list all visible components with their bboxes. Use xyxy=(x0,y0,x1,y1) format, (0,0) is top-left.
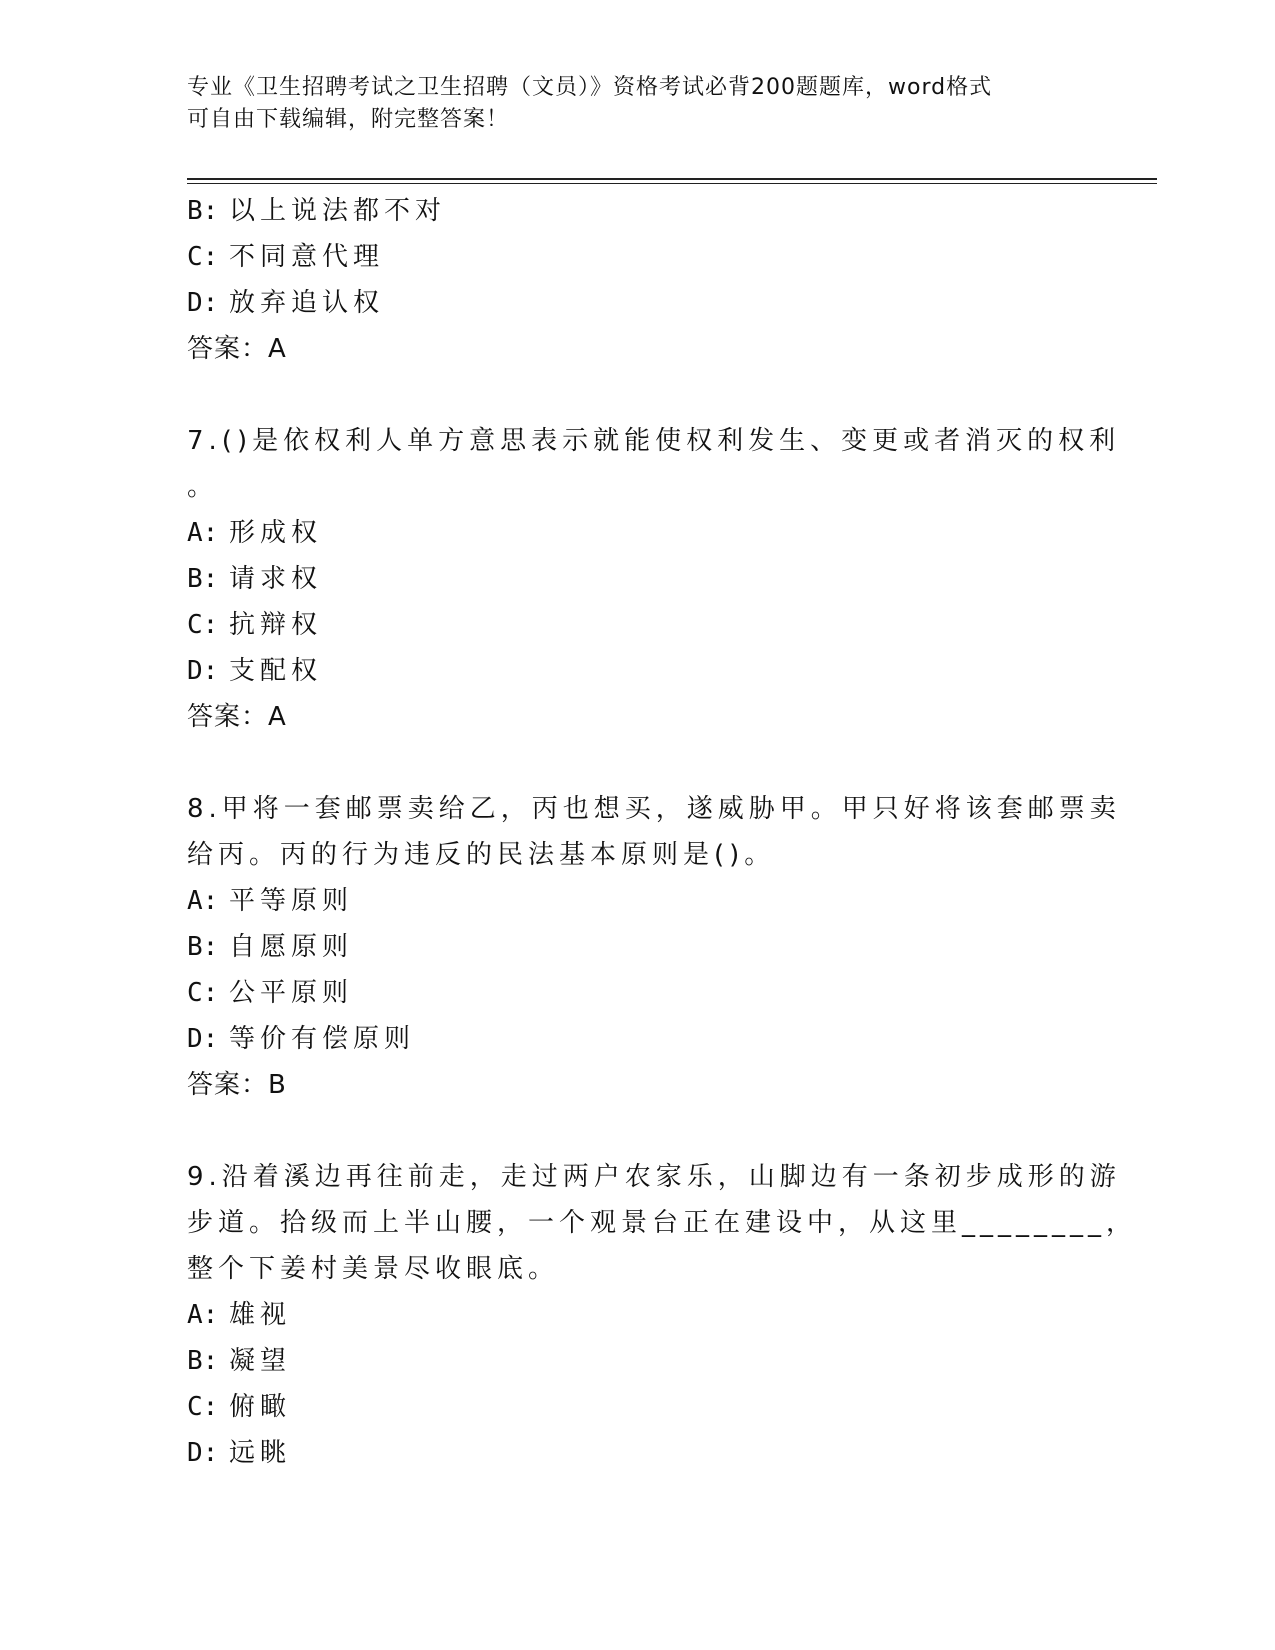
question-stem-line: 给丙。丙的行为违反的民法基本原则是()。 xyxy=(187,840,776,870)
option-c xyxy=(187,602,1087,648)
option-text: 公平原则 xyxy=(229,978,354,1008)
option-letter: D: xyxy=(187,656,219,686)
option-d xyxy=(187,648,1087,694)
option-text: 支配权 xyxy=(229,656,323,686)
option-d xyxy=(187,1016,1087,1062)
document-body xyxy=(187,188,1138,1476)
option-b xyxy=(187,556,1087,602)
answer: 答案：B xyxy=(187,1070,287,1100)
option-a xyxy=(187,1292,1087,1338)
question-stem-line: 8.甲将一套邮票卖给乙，丙也想买，遂威胁甲。甲只好将该套邮票卖 xyxy=(187,794,1121,824)
option-a xyxy=(187,510,1087,556)
option-letter: C: xyxy=(187,1392,219,1422)
option-letter: C: xyxy=(187,610,219,640)
option-d xyxy=(187,1430,1087,1476)
header-line-1: 专业《卫生招聘考试之卫生招聘（文员）》资格考试必背200题题库，word格式 xyxy=(187,75,993,100)
header-divider-thick xyxy=(187,178,1157,180)
question-7 xyxy=(187,418,1121,740)
option-b xyxy=(187,924,1087,970)
option-text: 等价有偿原则 xyxy=(229,1024,416,1054)
option-letter: A: xyxy=(187,518,219,548)
option-text: 俯瞰 xyxy=(229,1392,292,1422)
option-letter: C: xyxy=(187,978,219,1008)
header-divider-thin xyxy=(187,183,1157,184)
document-header xyxy=(187,72,1087,136)
question-9 xyxy=(187,1154,1138,1476)
option-c xyxy=(187,1384,1087,1430)
option-d xyxy=(187,280,1087,326)
option-text: 自愿原则 xyxy=(229,932,354,962)
question-6-tail xyxy=(187,188,1087,372)
option-text: 形成权 xyxy=(229,518,323,548)
header-line-2: 可自由下载编辑，附完整答案！ xyxy=(187,107,510,132)
option-text: 请求权 xyxy=(229,564,323,594)
question-stem-line: 9.沿着溪边再往前走，走过两户农家乐，山脚边有一条初步成形的游 xyxy=(187,1162,1121,1192)
answer: 答案：A xyxy=(187,702,287,732)
option-a xyxy=(187,878,1087,924)
option-text: 雄视 xyxy=(229,1300,292,1330)
option-letter: D: xyxy=(187,288,219,318)
option-letter: D: xyxy=(187,1438,219,1468)
option-c xyxy=(187,234,1087,280)
question-stem-line: 7.()是依权利人单方意思表示就能使权利发生、变更或者消灭的权利 xyxy=(187,426,1121,456)
option-c xyxy=(187,970,1087,1016)
option-letter: B: xyxy=(187,564,219,594)
option-b xyxy=(187,1338,1087,1384)
question-stem-line: 。 xyxy=(187,472,219,502)
answer: 答案：A xyxy=(187,334,287,364)
question-8 xyxy=(187,786,1121,1108)
option-letter: D: xyxy=(187,1024,219,1054)
option-letter: B: xyxy=(187,932,219,962)
question-stem-line: 整个下姜村美景尽收眼底。 xyxy=(187,1254,560,1284)
option-letter: C: xyxy=(187,242,219,272)
option-text: 平等原则 xyxy=(229,886,354,916)
option-letter: A: xyxy=(187,1300,219,1330)
option-text: 远眺 xyxy=(229,1438,292,1468)
option-b xyxy=(187,188,1087,234)
option-letter: B: xyxy=(187,1346,219,1376)
option-letter: A: xyxy=(187,886,219,916)
option-text: 放弃追认权 xyxy=(229,288,385,318)
question-stem-line: 步道。拾级而上半山腰，一个观景台正在建设中，从这里________， xyxy=(187,1208,1138,1238)
option-text: 凝望 xyxy=(229,1346,292,1376)
option-letter: B: xyxy=(187,196,219,226)
option-text: 以上说法都不对 xyxy=(229,196,447,226)
option-text: 不同意代理 xyxy=(229,242,385,272)
option-text: 抗辩权 xyxy=(229,610,323,640)
